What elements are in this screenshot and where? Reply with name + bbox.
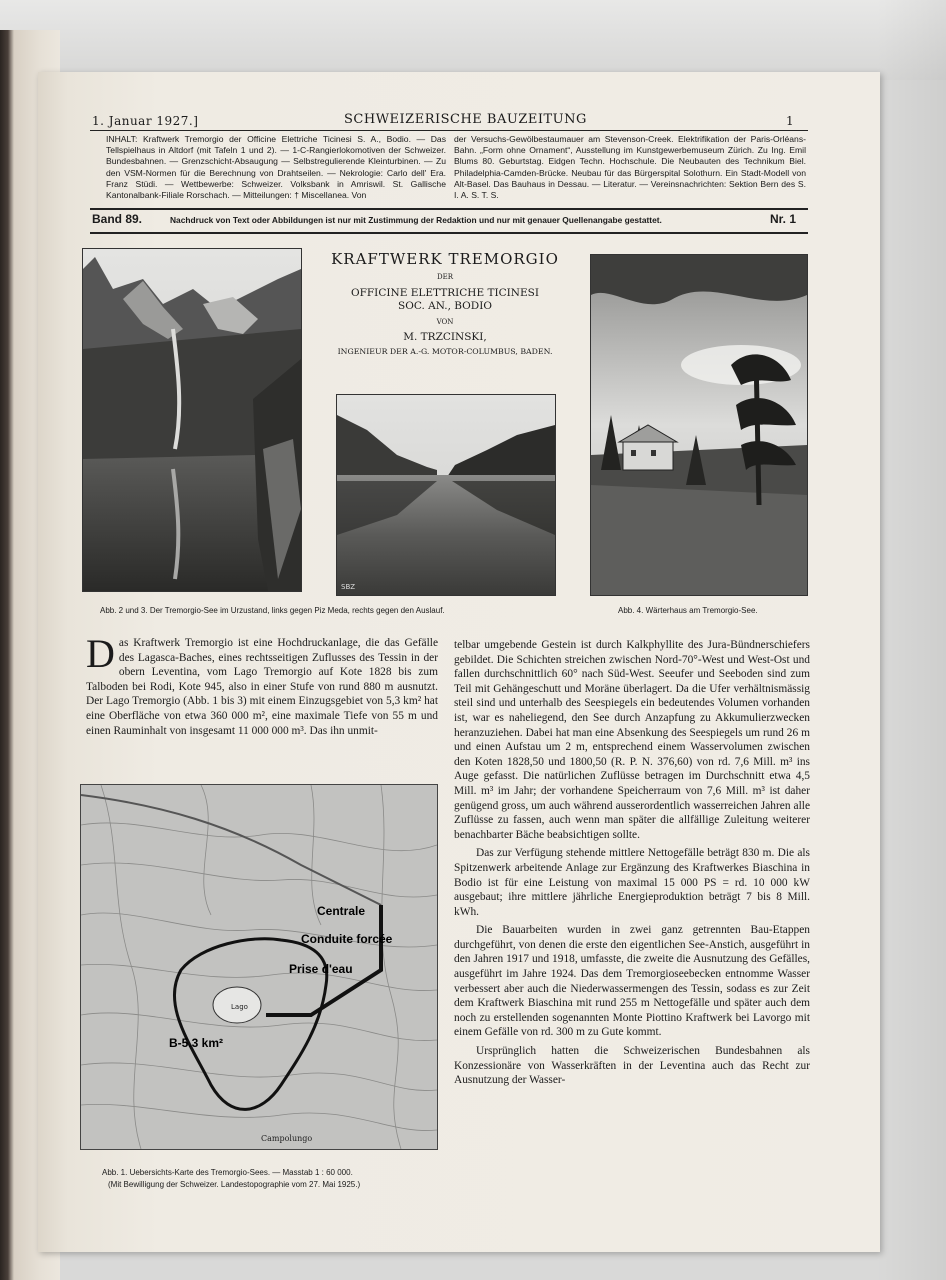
- journal-page: [38, 72, 880, 1252]
- photo-lake-outlet: [336, 394, 556, 596]
- drop-cap: D: [86, 631, 115, 676]
- background: [0, 0, 946, 80]
- article-title-block: [310, 250, 580, 356]
- caption-fig4: Abb. 4. Wärterhaus am Tremorgio-See.: [618, 606, 758, 615]
- map-label-centrale: Centrale: [317, 904, 366, 918]
- map-label-prise: Prise d'eau: [289, 962, 353, 976]
- title-der: DER: [437, 273, 453, 281]
- intro-text: as Kraftwerk Tremorgio ist eine Hochdruckanlage, die das Gefälle des Lagasca-Baches, eines rechtsseitigen Zuflusses des Tessin in der obern Leventina, vom Lago Tremorgio auf Kote 1828 bis zum Talboden bei Rodi, Kote 945, also in einer Stufe von rund 880 m ausnutzt. Der Lago Tremorgio (Abb. 1 bis 3) mit einem Einzugsgebiet von 5,3 km² hat eine Oberfläche von etwa 360 000 m², eine maximale Tiefe von 55 m und einen Rauminhalt von insgesamt 11 000 000 m³. Das ihn unmit-: [86, 637, 438, 737]
- page-shadow: [876, 0, 946, 1280]
- article-intro-paragraph: [86, 631, 438, 738]
- paragraph-origin: Ursprünglich hatten die Schweizerischen Bundesbahnen als Konzessionäre von Wasserkräften in der Leventina auch das Recht zur Ausnutzung der Wasser-: [454, 1045, 810, 1087]
- band-label: Band 89.: [92, 212, 143, 226]
- paragraph-construction: Die Bauarbeiten wurden in zwei ganz getrennten Bau-Etappen durchgeführt, von denen die erste den eigentlichen See-Anstich, ausgeführt in den Jahren 1917 und 1918, umfasste, die zweite die Ausnutzung des Gefälles, ausgeführt im Jahre 1924. Das dem Tremorgioseebecken entnomme Wasser verbessert aber auch die Niederwassermengen des Tessin, sodass es zur Zeit dem Kraftwerk Biaschina mit rund 255 m Nettogefälle und später auch dem noch zu erstellenden sogenannten Monte Piottino Kraftwerk bei Lavorgo mit einem Gefälle von rd. 300 m zu Gute kommt.: [454, 924, 810, 1039]
- paragraph-gradient: Das zur Verfügung stehende mittlere Nettogefälle beträgt 830 m. Die als Spitzenwerk arbeitende Anlage zur Ergänzung des Kraftwerkes Biaschina in Bodio ist für eine Leistung von maximal 15 000 PS = rd. 10 000 kW ausgebaut; ihre mittlere jährliche Energieproduktion beträgt 7 bis 8 Mill. kWh.: [454, 847, 810, 918]
- photo-mark: SBZ: [341, 583, 356, 591]
- author-name: M. TRZCINSKI,: [403, 331, 487, 343]
- paragraph-geology: telbar umgebende Gestein ist durch Kalkphyllite des Jura-Bündnerschiefers gebildet. Die Schichten streichen zwischen Nord-70°-West und West-Ost und fallen durchschnittlich 60° nach Süd-West. Seeufer und Seeboden sind zum Teil mit Gehängeschutt und Moräne überlagert. Da die Ufer verhältnismässig steil sind und unterhalb des Seespiegels ein bedeutendes Volumen vorhanden ist, war es naheliegend, den See durch Anzapfung zu Akkumulierzwecken heranzuziehen. Dabei hat man eine Absenkung des Seespiegels um rund 26 m und einen Aufstau um 2 m, entsprechend einem Wasservolumen zwischen den Koten 1828,50 und 1800,50 (R. P. N. 376,60) von rd. 7,6 Mill. m³ ins Auge gefasst. Die natürlichen Zuflüsse betragen im Durchschnitt etwa 4,5 Mill. m³ im Jahr; der vorhandene Speicherraum von 7,6 Mill. m³ ist daher genügend gross, um auch während ausserordentlich wasserreichen Jahren alle Zuflüsse zu fassen, auch wenn man später die allfällige Zuleitung weiterer benachbarter Bäche beabsichtigen sollte.: [454, 639, 810, 841]
- caption-fig1-line1: Abb. 1. Uebersichts-Karte des Tremorgio-Sees. — Masstab 1 : 60 000.: [102, 1168, 353, 1177]
- company-name: OFFICINE ELETTRICHE TICINESI: [351, 287, 539, 299]
- photo-keeper-house: [590, 254, 808, 596]
- band-rule-top: [90, 208, 808, 210]
- reprint-notice: Nachdruck von Text oder Abbildungen ist nur mit Zustimmung der Redaktion und nur mit genauer Quellenangabe gestattet.: [170, 215, 662, 225]
- photo-lake-mountains: [82, 248, 302, 592]
- band-rule-bottom: [90, 232, 808, 234]
- map-label-conduite: Conduite forcée: [301, 932, 393, 946]
- journal-name: SCHWEIZERISCHE BAUZEITUNG: [344, 112, 587, 127]
- company-location: SOC. AN., BODIO: [398, 300, 492, 312]
- issue-number: Nr. 1: [770, 212, 797, 226]
- map-label-area: B-5.3 km²: [169, 1036, 224, 1050]
- header-rule: [90, 130, 808, 131]
- toc-left: INHALT: Kraftwerk Tremorgio der Officine Elettriche Ticinesi S. A., Bodio. — Das Tellspielhaus in Altdorf (mit Tafeln 1 und 2). — 1-C-Rangierlokomotiven der Schweizer. Bundesbahnen. — Grenzschicht-Absaugung — Selbstregulierende Kleinturbinen. — Zu den VSM-Normen für die Berechnung von Drahtseilen. — Nekrologie: Carlo dell' Era. Franz Stüdi. — Wettbewerbe: Schweizer. Volksbank in Amriswil. St. Gallische Kantonalbank-Filiale Rorschach. — Mitteilungen: † Miscellanea. Von: [106, 134, 446, 201]
- map-label-campolungo: Campolungo: [261, 1134, 313, 1143]
- page-number: 1: [786, 114, 795, 128]
- caption-fig1-line2: (Mit Bewilligung der Schweizer. Landestopographie vom 27. Mai 1925.): [108, 1180, 361, 1189]
- toc-right: der Versuchs-Gewölbestaumauer am Stevenson-Creek. Elektrifikation der Paris-Orléans-Bahn. „Form ohne Ornament“, Ausstellung im Kunstgewerbemuseum Zürich. Zu Ing. Emil Blums 80. Geburtstag. Eidgen Techn. Hochschule. Die Neubauten des Technikum Biel. Philadelphia-Camden-Brücke. Neubau für das Bürgerspital Solothurn. Ein Stadt-Modell von Alt-Basel. Das Bauhaus in Dessau. — Literatur. — Vereinsnachrichten: Sektion Bern des S. I. A. S. T. S.: [454, 134, 806, 201]
- title-von: VON: [436, 318, 454, 326]
- article-right-column: [454, 638, 810, 1088]
- map-label-lago: Lago: [231, 1003, 248, 1011]
- caption-fig2-3: Abb. 2 und 3. Der Tremorgio-See im Urzustand, links gegen Piz Meda, rechts gegen den Auslauf.: [100, 606, 445, 615]
- author-affiliation: INGENIEUR DER A.-G. MOTOR-COLUMBUS, BADEN.: [337, 347, 553, 356]
- overview-map: [80, 784, 438, 1150]
- issue-date: 1. Januar 1927.]: [92, 114, 199, 128]
- article-title: KRAFTWERK TREMORGIO: [331, 250, 559, 268]
